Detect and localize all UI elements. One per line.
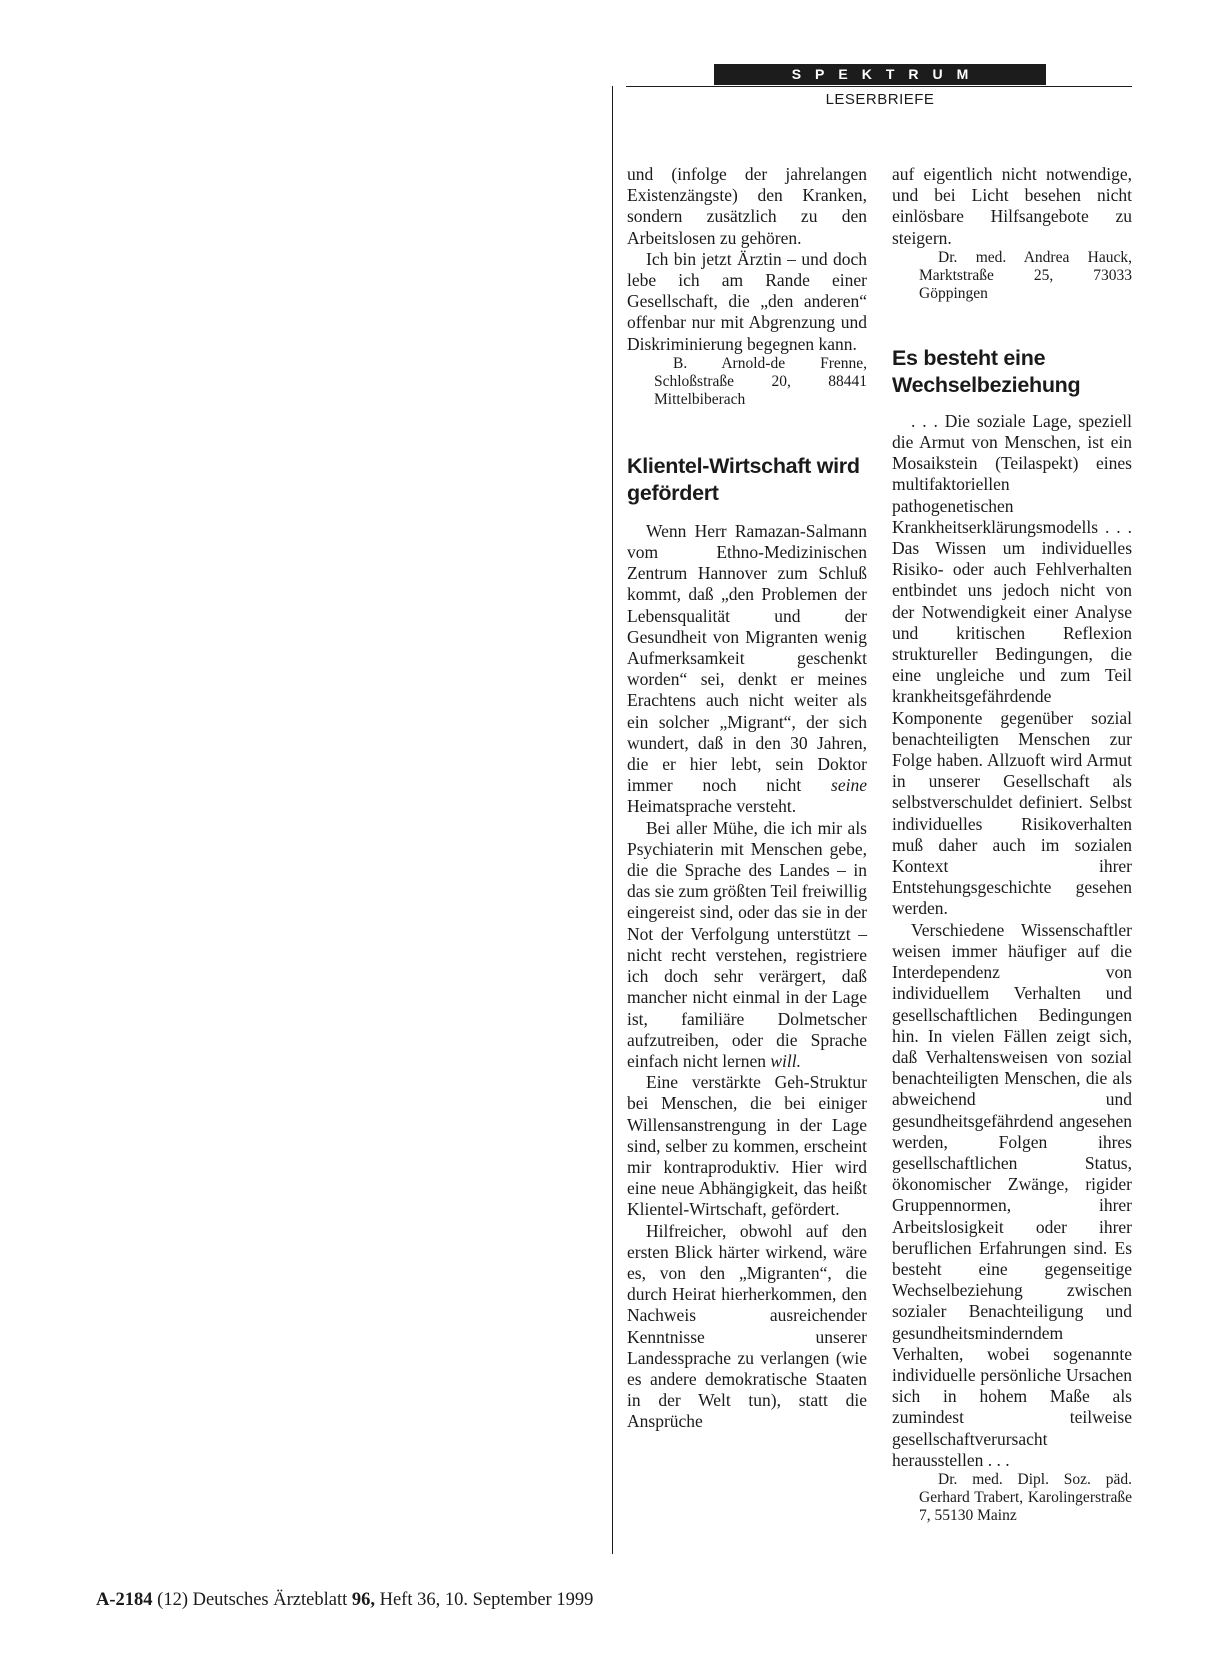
letter-heading: Klientel-Wirtschaft wird gefördert <box>627 453 860 505</box>
letter-paragraph: auf eigentlich nicht notwendige, und bei Licht besehen nicht einlösbare Hilfsangebote zu steigern. <box>892 164 1132 248</box>
letter-signature: B. Arnold-de Frenne, Schloßstraße 20, 88441 Mittelbiberach <box>654 354 867 408</box>
subsection-label: LESERBRIEFE <box>825 91 935 108</box>
letter-paragraph: Hilfreicher, obwohl auf den ersten Blick härter wirkend, wäre es, von den „Migranten“, die durch Heirat hierherkommen, den Nachweis ausreichender Kenntnisse unserer Landessprache zu verlangen (wie es andere demokratische Staaten in der Welt tun), statt die Ansprüche <box>627 1220 867 1432</box>
issue-date: Heft 36, 10. September 1999 <box>379 1590 594 1610</box>
page-footer <box>96 1590 593 1611</box>
letter-paragraph: Wenn Herr Ramazan-Salmann vom Ethno-Medizinischen Zentrum Hannover zum Schluß kommt, daß „den Problemen der Lebensqualität und der Gesundheit von Migranten wenig Aufmerksamkeit geschenkt worden“ sei, denkt er meines Erachtens auch nicht weiter als ein solcher „Migrant“, der sich wundert, daß in den 30 Jahren, die er hier lebt, sein Doktor immer noch nicht seine Heimatsprache versteht. <box>627 520 867 817</box>
letter-signature: Dr. med. Dipl. Soz. päd. Gerhard Trabert, Karolingerstraße 7, 55130 Mainz <box>919 1470 1132 1524</box>
letter-paragraph: Ich bin jetzt Ärztin – und doch lebe ich am Rande einer Gesellschaft, die „den anderen“ offenbar nur mit Abgrenzung und Diskriminierung begegnen kann. <box>627 248 867 354</box>
letter-paragraph: Eine verstärkte Geh-Struktur bei Menschen, die bei einiger Willensanstrengung in der Lage sind, selber zu kommen, erscheint mir kontraproduktiv. Hier wird eine neue Abhängigkeit, das heißt Klientel-Wirtschaft, gefördert. <box>627 1072 867 1220</box>
letter-heading: Es besteht eine Wechselbeziehung <box>892 345 1081 397</box>
letter-paragraph: Bei aller Mühe, die ich mir als Psychiaterin mit Menschen gebe, die die Sprache des Landes – in das sie zum größten Teil freiwillig eingereist sind, oder das sie in der Not der Verfolgung unterstützt – nicht recht verstehen, registriere ich doch sehr verärgert, daß mancher nicht einmal in der Lage ist, familiäre Dolmetscher aufzutreiben, oder die Sprache einfach nicht lernen will. <box>627 817 867 1071</box>
header-rule <box>626 86 1132 87</box>
page-number: A-2184 <box>96 1590 153 1610</box>
letter-paragraph: Verschiedene Wissenschaftler weisen immer häufiger auf die Interdependenz von individuellem Verhalten und gesellschaftlichen Bedingungen hin. In vielen Fällen zeigt sich, daß Verhaltensweisen von sozial benachteiligten Menschen, die als abweichend und gesundheitsgefährdend angesehen werden, Folgen ihres gesellschaftlichen Status, ökonomischer Zwänge, rigider Gruppennormen, ihrer Arbeitslosigkeit oder ihrer beruflichen Erfahrungen sind. Es besteht eine gegenseitige Wechselbeziehung zwischen sozialer Benachteiligung und gesundheitsminderndem Verhalten, wobei sogenannte individuelle persönliche Ursachen sich in hohem Maße als zumindest teilweise gesellschaftverursacht herausstellen . . . <box>892 919 1132 1470</box>
letter-paragraph: . . . Die soziale Lage, speziell die Armut von Menschen, ist ein Mosaikstein (Teilaspekt) eines multifaktoriellen pathogenetischen Krankheitserklärungsmodells . . . Das Wissen um individuelles Risiko- oder auch Fehlverhalten entbindet uns jedoch nicht von der Notwendigkeit einer Analyse und kritischen Reflexion struktureller Bedingungen, die eine ungleiche und zum Teil krankheitsgefährdende Komponente gegenüber sozial benachteiligten Menschen zur Folge haben. Allzuoft wird Armut in unserer Gesellschaft als selbstverschuldet definiert. Selbst individuelles Risikoverhalten muß daher auch im sozialen Kontext ihrer Entstehungsgeschichte gesehen werden. <box>892 410 1132 919</box>
letter-paragraph: und (infolge der jahrelangen Existenzängste) den Kranken, sondern zusätzlich zu den Arbeitslosen zu gehören. <box>627 164 867 248</box>
emphasis: seine <box>831 775 867 796</box>
column-rule <box>612 86 613 1554</box>
right-column <box>892 164 1132 1525</box>
section-label: SPEKTRUM <box>714 64 1046 85</box>
volume-number: 96, <box>351 1590 375 1610</box>
emphasis: will. <box>770 1050 801 1071</box>
left-column <box>627 164 867 1433</box>
letter-signature: Dr. med. Andrea Hauck, Marktstraße 25, 73033 Göppingen <box>919 248 1132 302</box>
journal-name: (12) Deutsches Ärzteblatt <box>157 1590 348 1610</box>
